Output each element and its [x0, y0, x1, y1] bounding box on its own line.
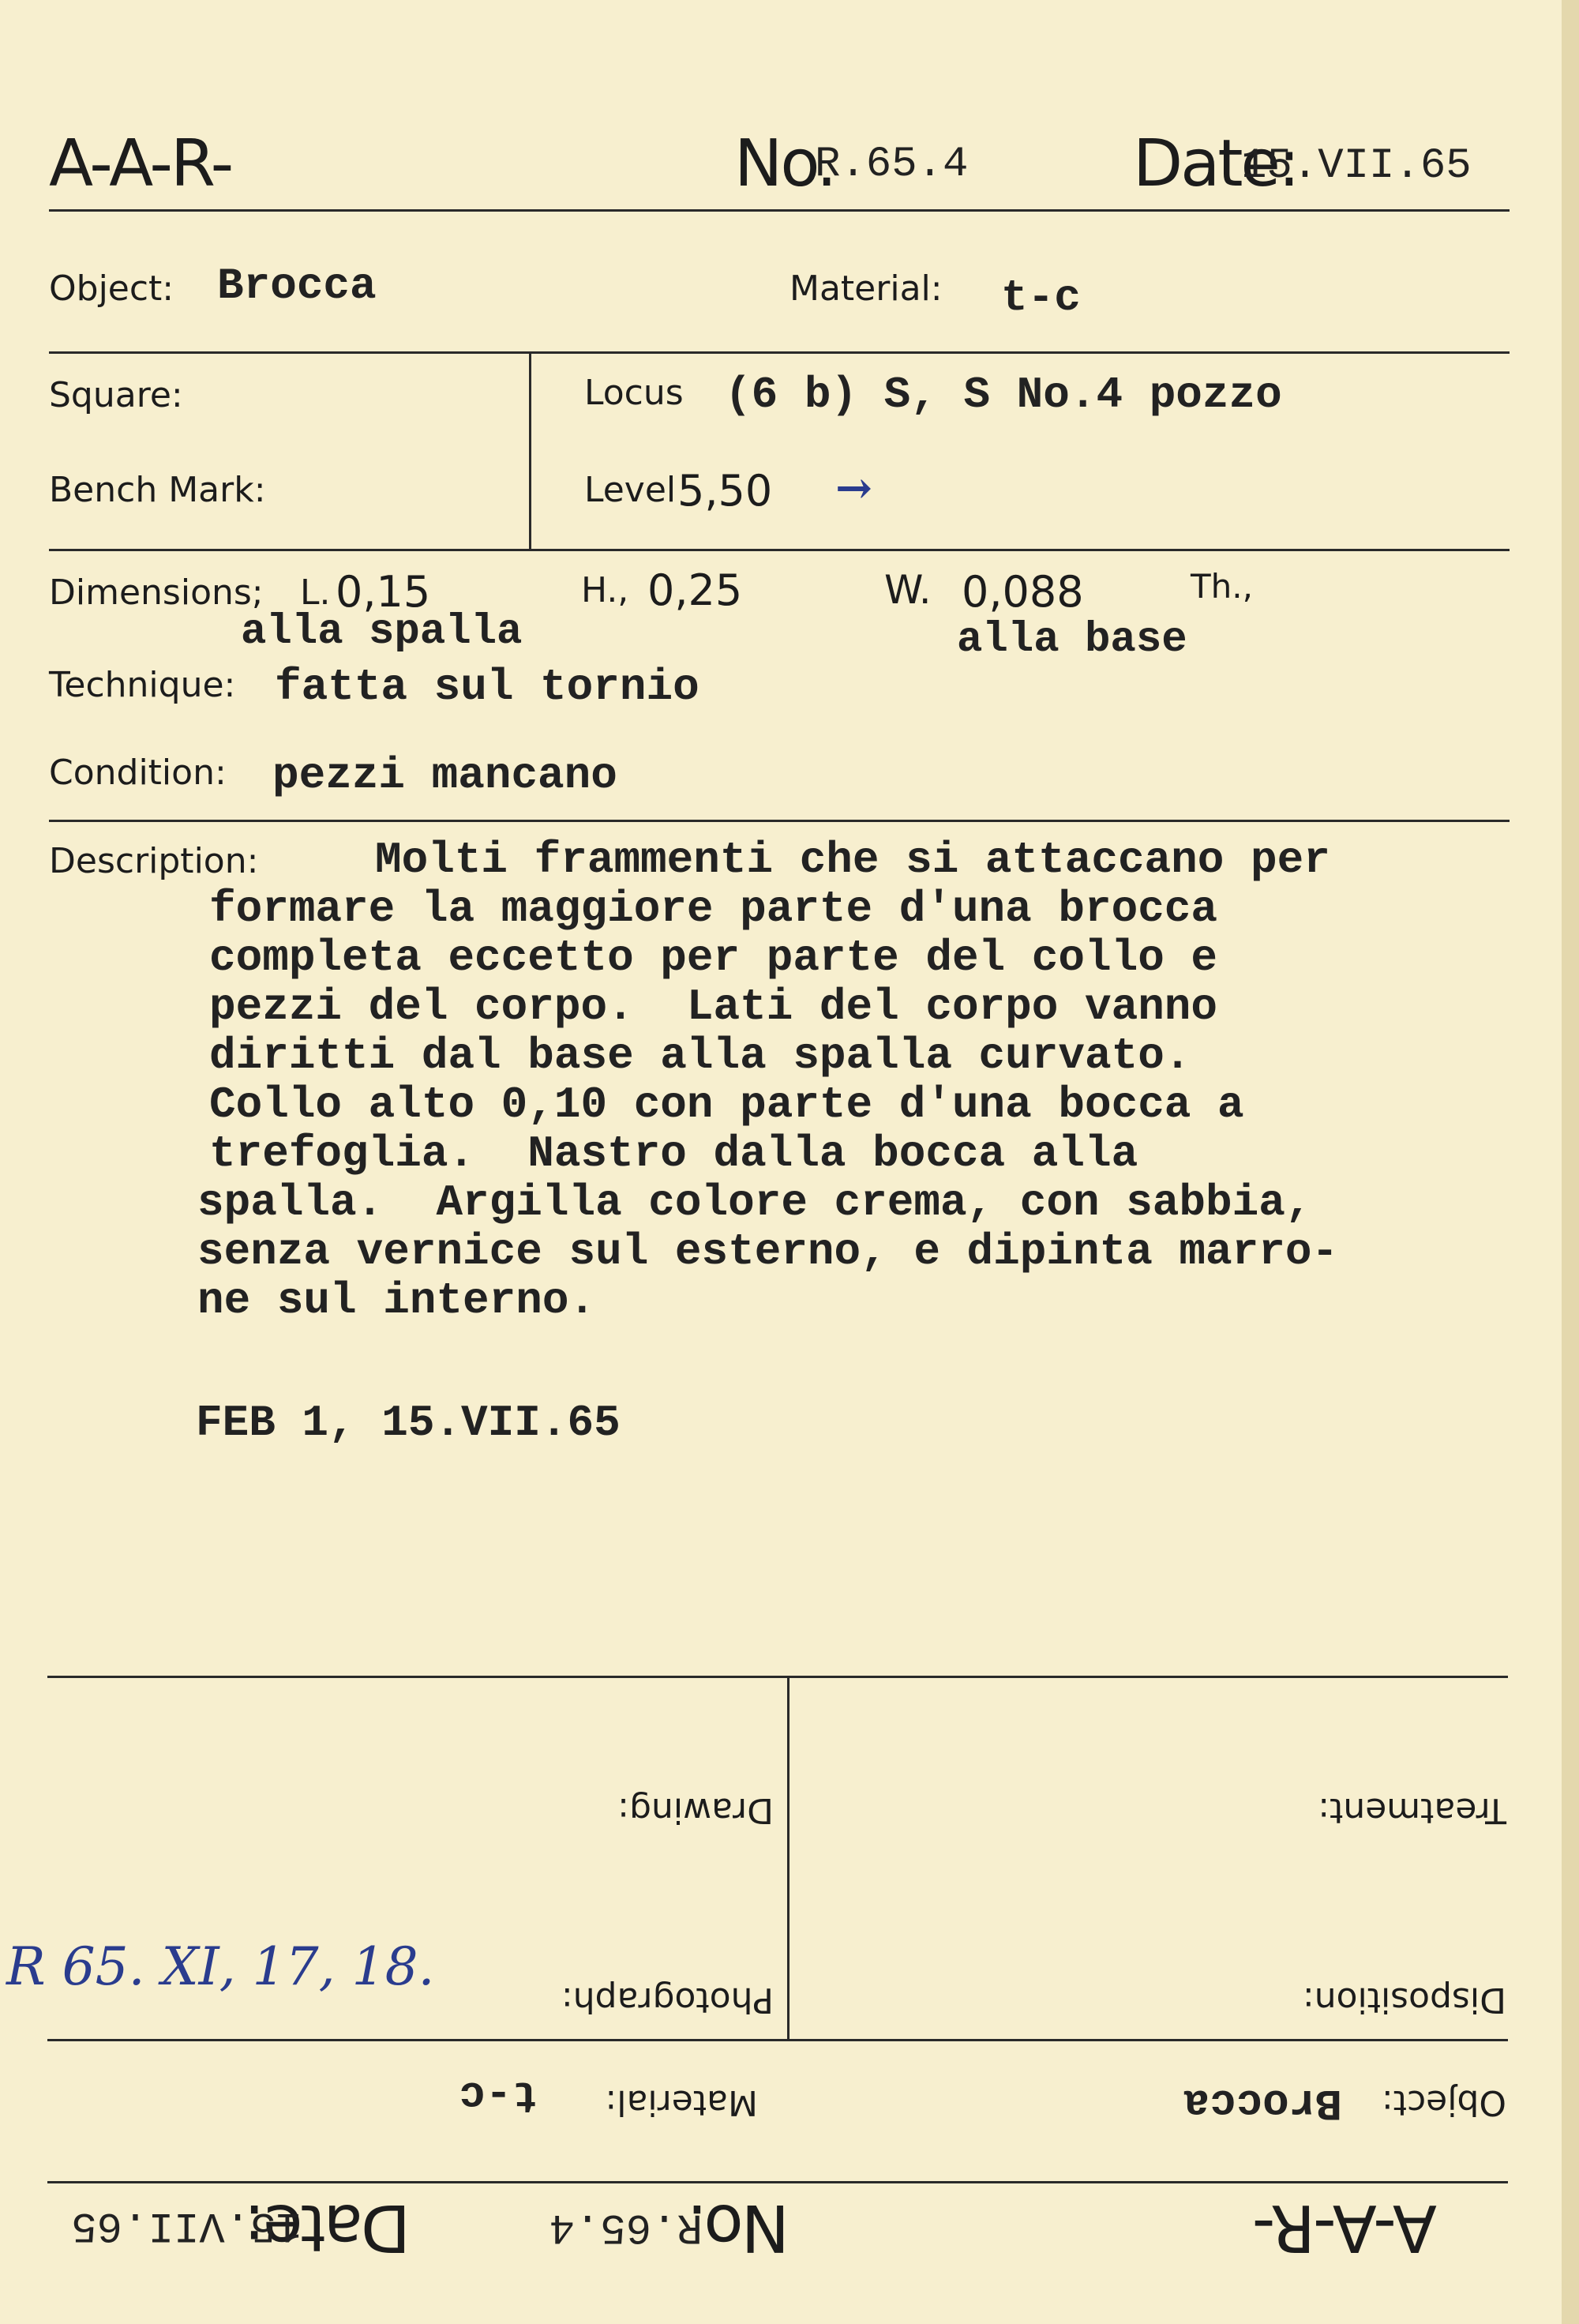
- description-label: Description:: [49, 841, 259, 881]
- number-value: R.65.4: [815, 141, 969, 189]
- locus-value: (6 b) S, S No.4 pozzo: [725, 370, 1282, 420]
- date-value: 15.VII.65: [1241, 142, 1472, 190]
- inverted-section: [0, 1674, 1579, 2324]
- description-line: completa eccetto per parte del collo e: [209, 933, 1218, 983]
- dimensions-label: Dimensions;: [49, 573, 264, 613]
- inverted-rule-object: [47, 2039, 1508, 2041]
- description-line: trefoglia. Nastro dalla bocca alla: [209, 1128, 1138, 1179]
- condition-value: pezzi mancano: [272, 750, 617, 801]
- description-line: ne sul interno.: [197, 1275, 596, 1326]
- object-value: Brocca: [217, 261, 377, 311]
- inverted-date-value: 15.VII.65: [71, 2201, 302, 2249]
- description-text: [197, 835, 1338, 1325]
- dimension-h-value: 0,25: [647, 565, 743, 615]
- material-value: t-c: [1001, 272, 1081, 323]
- dimension-l-value: 0,15: [336, 567, 431, 617]
- inverted-rule-bottom: [47, 1676, 1508, 1678]
- inverted-photograph-label: Photograph:: [561, 1980, 774, 2020]
- level-arrow: →: [835, 462, 872, 514]
- inverted-rule-vertical: [787, 1678, 790, 2041]
- description-line: spalla. Argilla colore crema, con sabbia,: [197, 1177, 1312, 1228]
- condition-label: Condition:: [49, 753, 227, 793]
- technique-label: Technique:: [49, 665, 236, 705]
- inverted-drawing-label: Drawing:: [617, 1790, 774, 1830]
- level-value: 5,50: [677, 466, 773, 516]
- dimension-th-label: Th.,: [1191, 567, 1253, 606]
- inverted-disposition-label: Disposition:: [1302, 1980, 1506, 2020]
- rule-condition: [49, 820, 1510, 822]
- org-code: A-A-R-: [49, 126, 232, 201]
- inverted-object-label: Object:: [1381, 2082, 1506, 2123]
- dimension-h-label: H.,: [581, 570, 629, 610]
- description-line: diritti dal base alla spalla curvato.: [209, 1031, 1191, 1081]
- inverted-object-value: Brocca: [1183, 2078, 1342, 2128]
- dimension-l-label: L.: [300, 573, 331, 613]
- technique-value: fatta sul tornio: [275, 662, 699, 712]
- dimension-l-note: alla spalla: [241, 608, 523, 656]
- description-line: Collo alto 0,10 con parte d'una bocca a: [209, 1079, 1244, 1130]
- rule-header: [49, 209, 1510, 212]
- description-line: formare la maggiore parte d'una brocca: [209, 884, 1218, 934]
- description-line: senza vernice sul esterno, e dipinta marro-: [197, 1226, 1339, 1277]
- inverted-material-value: t-c: [459, 2070, 538, 2120]
- dimension-w-value: 0,088: [962, 567, 1084, 617]
- rule-locus: [49, 549, 1510, 551]
- photograph-handwritten-value: R 65. XI, 17, 18.: [6, 1936, 435, 1997]
- description-footer: FEB 1, 15.VII.65: [196, 1398, 621, 1448]
- inverted-date-label: Date:: [246, 2190, 411, 2265]
- dimension-w-note: alla base: [957, 616, 1187, 664]
- description-line: pezzi del corpo. Lati del corpo vanno: [209, 982, 1218, 1032]
- dimension-w-label: W.: [884, 567, 932, 613]
- material-label: Material:: [790, 268, 943, 309]
- inverted-org-code: A-A-R-: [1254, 2190, 1437, 2265]
- number-label: No.: [734, 126, 835, 201]
- inverted-material-label: Material:: [605, 2082, 758, 2123]
- object-label: Object:: [49, 268, 174, 309]
- bench-mark-label: Bench Mark:: [49, 470, 266, 510]
- square-label: Square:: [49, 375, 183, 415]
- date-label: Date:: [1133, 126, 1298, 201]
- inverted-number-value: R.65.4: [549, 2202, 703, 2251]
- inverted-number-label: No.: [688, 2190, 790, 2265]
- inverted-rule-header: [47, 2181, 1508, 2183]
- locus-label: Locus: [584, 373, 684, 413]
- level-label: Level: [584, 470, 677, 510]
- rule-object: [49, 351, 1510, 354]
- rule-vertical-top: [529, 351, 531, 549]
- description-line: Molti frammenti che si attaccano per: [375, 835, 1330, 885]
- inverted-treatment-label: Treatment:: [1318, 1790, 1506, 1830]
